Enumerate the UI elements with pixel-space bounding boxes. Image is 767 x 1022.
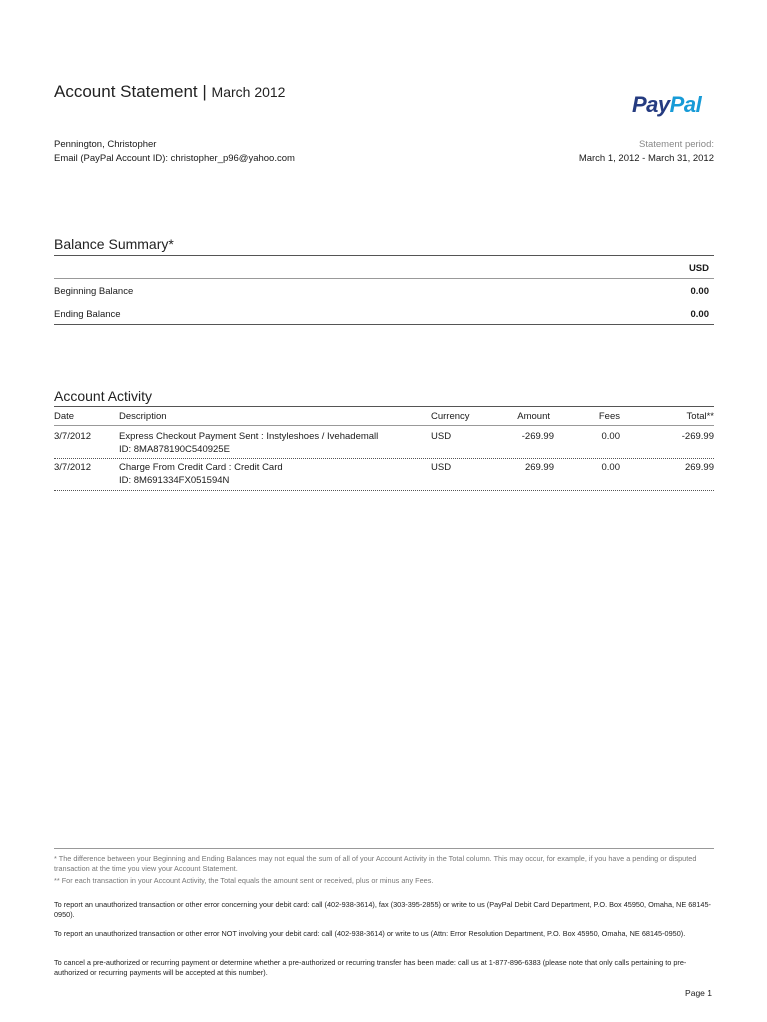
col-header-total: Total** xyxy=(686,411,714,422)
debit-card-error-paragraph: To report an unauthorized transaction or other error concerning your debit card: call (402-938-3614), fax (303-395-2855) or write to us (PayPal Debit Card Department, P.O. Box 45950, Omaha, NE 68145-0950). xyxy=(54,900,711,919)
balance-summary-bottom-rule xyxy=(54,324,714,325)
balance-summary-title: Balance Summary* xyxy=(54,236,174,252)
balance-header-rule xyxy=(54,278,714,279)
table-row-2-currency: USD xyxy=(431,462,452,473)
table-row-1-date: 3/7/2012 xyxy=(54,431,91,442)
table-row-1-total: -269.99 xyxy=(681,431,714,442)
table-row-1-amount: -269.99 xyxy=(521,431,554,442)
col-header-currency: Currency xyxy=(431,411,470,422)
activity-top-rule xyxy=(54,406,714,407)
table-row-2-date: 3/7/2012 xyxy=(54,462,91,473)
page-number: Page 1 xyxy=(685,988,712,998)
logo-pay: Pay xyxy=(632,92,670,117)
logo-pal: Pal xyxy=(669,92,702,117)
recurring-payment-paragraph: To cancel a pre-authorized or recurring payment or determine whether a pre-authorized or recurring transfer has been made: call us at 1-877-896-6383 (please note that only calls pertaining to pre-authorized or recurring payments will be accepted at this number). xyxy=(54,958,687,977)
table-row-1-description: Express Checkout Payment Sent : Instyleshoes / Ivehademall xyxy=(119,431,379,442)
row-2-divider xyxy=(54,490,714,491)
account-activity-title: Account Activity xyxy=(54,388,153,404)
col-header-date: Date xyxy=(54,411,75,422)
col-header-description: Description xyxy=(119,411,167,422)
title-separator: | xyxy=(202,82,207,101)
statement-title: Account Statement xyxy=(54,82,198,101)
table-row-2-fees: 0.00 xyxy=(601,462,620,473)
activity-header-rule xyxy=(54,425,714,426)
beginning-balance-value: 0.00 xyxy=(690,286,709,297)
table-row-1-id: ID: 8MA878190C540925E xyxy=(119,444,230,455)
ending-balance-label: Ending Balance xyxy=(54,309,121,320)
statement-month: March 2012 xyxy=(211,84,286,100)
statement-period-value: March 1, 2012 - March 31, 2012 xyxy=(578,153,714,164)
table-row-2-amount: 269.99 xyxy=(524,462,554,473)
balance-currency-header: USD xyxy=(688,263,709,274)
col-header-amount: Amount xyxy=(517,411,550,422)
row-1-divider xyxy=(54,458,714,459)
footnote-2: ** For each transaction in your Account Activity, the Total equals the amount sent or received, plus or minus any Fees. xyxy=(54,876,434,885)
ending-balance-value: 0.00 xyxy=(690,309,709,320)
footer-rule xyxy=(54,848,714,849)
account-name: Pennington, Christopher xyxy=(54,139,157,150)
table-row-2-total: 269.99 xyxy=(684,462,714,473)
footnote-1: * The difference between your Beginning and Ending Balances may not equal the sum of all of your Account Activity in the Total column. This may occur, for example, if you have a pending or disputed transaction at the time you view your Account Statement. xyxy=(54,854,697,873)
table-row-1-fees: 0.00 xyxy=(601,431,620,442)
page-title xyxy=(54,82,285,102)
paypal-logo xyxy=(632,92,701,118)
table-row-2-id: ID: 8M691334FX051594N xyxy=(119,475,230,486)
account-email: Email (PayPal Account ID): christopher_p96@yahoo.com xyxy=(54,153,295,164)
beginning-balance-label: Beginning Balance xyxy=(54,286,134,297)
balance-summary-rule xyxy=(54,255,714,256)
col-header-fees: Fees xyxy=(598,411,620,422)
table-row-1-currency: USD xyxy=(431,431,452,442)
table-row-2-description: Charge From Credit Card : Credit Card xyxy=(119,462,283,473)
statement-period-label: Statement period: xyxy=(639,139,714,150)
non-debit-error-paragraph: To report an unauthorized transaction or other error NOT involving your debit card: call (402-938-3614) or write to us (Attn: Error Resolution Department, P.O. Box 45950, Omaha, NE 68145-0950). xyxy=(54,929,686,938)
